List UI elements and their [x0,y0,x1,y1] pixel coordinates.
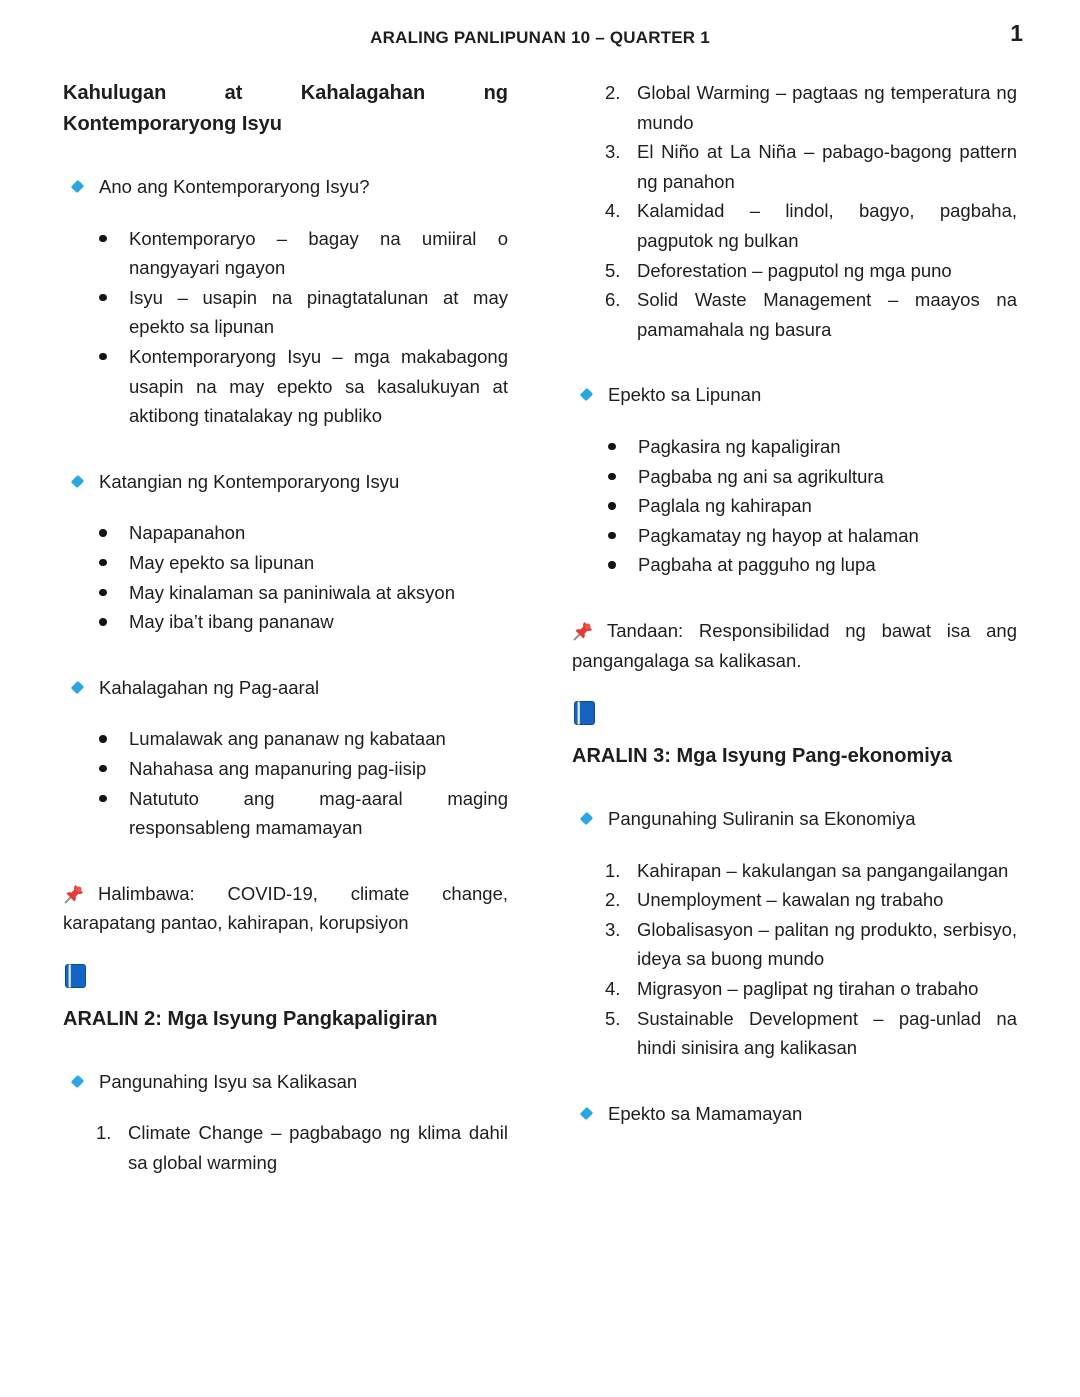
topic-item [63,1067,508,1097]
numbered-item [605,256,1017,286]
numbered-list [572,78,1017,344]
item-number: 1. [96,1122,112,1144]
bullet-dot-icon [99,294,107,302]
topic-label: Ano ang Kontemporaryong Isyu? [99,176,370,197]
note-paragraph [63,879,508,938]
bullet-text: Nahahasa ang mapanuring pag-iisip [129,757,427,779]
bullet-dot-icon [99,735,107,743]
item-number: 1. [605,859,621,881]
bullet-list [63,518,508,636]
right-column [572,78,1017,1150]
item-number: 2. [605,889,621,911]
topic-label: Epekto sa Mamamayan [608,1102,803,1124]
bullet-item [99,754,508,784]
topic-label: Epekto sa Lipunan [608,384,762,406]
numbered-item [605,856,1017,886]
bullet-dot-icon [99,618,107,626]
bullet-item [99,578,508,608]
diamond-bullet-icon [71,180,84,193]
diamond-bullet-icon [71,1075,84,1088]
topic-item [63,467,508,497]
bullet-item [99,784,508,843]
topic-label: Katangian ng Kontemporaryong Isyu [99,470,400,492]
note-paragraph [572,616,1017,675]
bullet-item [608,491,1017,521]
bullet-text: May epekto sa lipunan [129,551,315,573]
numbered-item [605,78,1017,137]
topic-item [572,1099,1017,1129]
bullet-dot-icon [99,589,107,597]
bullet-item [99,342,508,431]
bullet-text: May iba’t ibang pananaw [129,611,334,633]
numbered-item [605,885,1017,915]
topic-label: Pangunahing Isyu sa Kalikasan [99,1070,358,1092]
bullet-text: Kontemporaryo – bagay na umiiral o nangyayari ngayon [129,227,508,279]
diamond-bullet-icon [71,475,84,488]
note-text: Halimbawa: COVID-19, climate change, karapatang pantao, kahirapan, korupsiyon [63,882,508,934]
bullet-list [572,432,1017,580]
bullet-item [608,550,1017,580]
item-text: Global Warming – pagtaas ng temperatura ng mundo [637,82,1017,133]
pushpin-icon [572,619,595,642]
item-text: Sustainable Development – pag-unlad na hindi sinisira ang kalikasan [637,1007,1017,1059]
bullet-text: Kontemporaryong Isyu – mga makabagong usapin na may epekto sa kasalukuyan at aktibong tinatalakay ng publiko [129,345,508,427]
numbered-list [63,1118,508,1177]
item-text: Solid Waste Management – maayos na pamamahala ng basura [637,289,1017,340]
item-number: 4. [605,978,621,1000]
blue-book-icon [63,964,508,988]
bullet-list [63,224,508,431]
item-text: Deforestation – pagputol ng mga puno [637,259,952,281]
topic-item [63,172,508,202]
blue-book-icon [572,701,1017,725]
topic-label: Pangunahing Suliranin sa Ekonomiya [608,808,916,830]
bullet-list [63,724,508,842]
item-number: 5. [605,259,621,281]
numbered-item [605,285,1017,344]
bullet-item [99,548,508,578]
item-number: 3. [605,141,621,163]
left-column [63,78,508,1214]
section-heading: ARALIN 2: Mga Isyung Pangkapaligiran [63,1007,438,1030]
diamond-bullet-icon [580,388,593,401]
bullet-item [608,462,1017,492]
numbered-item [605,137,1017,196]
numbered-item [605,915,1017,974]
pushpin-icon [63,882,86,905]
numbered-item [605,196,1017,255]
diamond-bullet-icon [580,812,593,825]
topic-label: Kahalagahan ng Pag-aaral [99,676,320,698]
bullet-dot-icon [99,529,107,537]
numbered-item [605,1004,1017,1063]
bullet-item [608,432,1017,462]
bullet-dot-icon [608,502,616,510]
item-text: El Niño at La Niña – pabago-bagong pattern ng panahon [637,141,1017,192]
page-number: 1 [1010,20,1023,46]
item-number: 2. [605,82,621,103]
bullet-dot-icon [608,473,616,481]
item-text: Kahirapan – kakulangan sa pangangailangan [637,859,1009,881]
item-text: Kalamidad – lindol, bagyo, pagbaha, pagputok ng bulkan [637,200,1017,251]
bullet-text: Lumalawak ang pananaw ng kabataan [129,728,446,750]
item-text: Unemployment – kawalan ng trabaho [637,889,944,911]
topic-item [63,673,508,703]
bullet-text: Pagbaba ng ani sa agrikultura [638,465,884,487]
bullet-dot-icon [608,561,616,569]
item-text: Migrasyon – paglipat ng tirahan o trabaho [637,978,979,1000]
item-text: Climate Change – pagbabago ng klima dahil sa global warming [128,1122,508,1174]
bullet-text: May kinalaman sa paniniwala at aksyon [129,581,455,603]
numbered-list [572,856,1017,1063]
bullet-item [99,607,508,637]
item-text: Globalisasyon – palitan ng produkto, serbisyo, ideya sa buong mundo [637,918,1017,970]
item-number: 5. [605,1007,621,1029]
bullet-dot-icon [99,353,107,361]
topic-item [572,380,1017,410]
bullet-item [99,724,508,754]
numbered-item [96,1118,508,1177]
diamond-bullet-icon [71,680,84,693]
bullet-text: Pagkamatay ng hayop at halaman [638,524,919,546]
bullet-item [99,518,508,548]
diamond-bullet-icon [580,1107,593,1120]
two-column-body [63,78,1017,1214]
bullet-text: Napapanahon [129,522,246,544]
bullet-item [99,224,508,283]
bullet-dot-icon [99,559,107,567]
bullet-text: Isyu – usapin na pinagtatalunan at may epekto sa lipunan [129,286,508,338]
item-number: 6. [605,289,621,311]
bullet-item [99,283,508,342]
bullet-item [608,521,1017,551]
bullet-text: Pagkasira ng kapaligiran [638,435,841,457]
item-number: 3. [605,918,621,940]
bullet-dot-icon [608,532,616,540]
bullet-text: Paglala ng kahirapan [638,495,812,517]
numbered-item [605,974,1017,1004]
note-text: Tandaan: Responsibilidad ng bawat isa ang pangangalaga sa kalikasan. [572,619,1017,671]
page-header [63,20,1023,48]
document-header-title: ARALING PANLIPUNAN 10 – QUARTER 1 [370,28,710,47]
section-heading: ARALIN 3: Mga Isyung Pang-ekonomiya [572,745,953,768]
section-heading: Kahulugan at Kahalagahan ng Kontemporaryong Isyu [63,82,508,135]
bullet-dot-icon [99,795,107,803]
bullet-text: Natututo ang mag-aaral maging responsableng mamamayan [129,787,508,839]
bullet-dot-icon [99,235,107,243]
topic-item [572,804,1017,834]
bullet-dot-icon [99,765,107,773]
item-number: 4. [605,200,621,222]
bullet-dot-icon [608,443,616,451]
bullet-text: Pagbaha at pagguho ng lupa [638,554,876,576]
